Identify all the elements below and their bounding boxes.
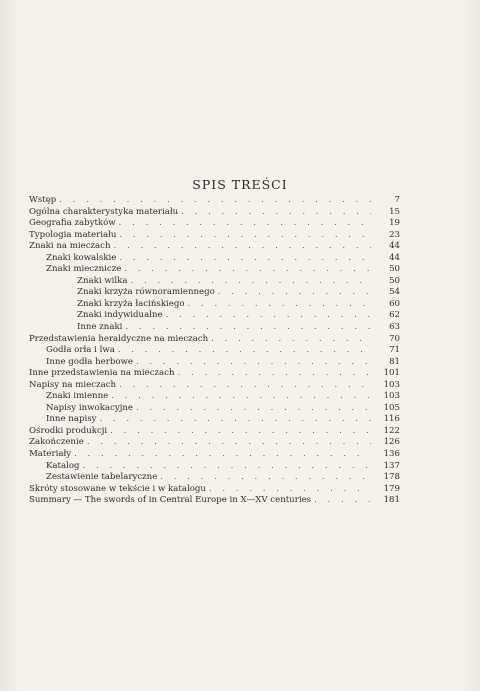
toc-entry-label: Materiały — [29, 449, 72, 460]
toc-entry-label: Przedstawienia heraldyczne na mieczach — [29, 333, 209, 344]
dot-leader — [119, 230, 371, 242]
toc-entry-label: Wstęp — [29, 195, 57, 205]
toc-entry-label: Summary — The swords of in Central Europe in X—XV centuries — [29, 495, 312, 506]
toc-entry-page: 136 — [383, 449, 400, 460]
toc-entry-page: 101 — [383, 368, 400, 379]
toc-entry-label: Inne napisy — [46, 414, 97, 425]
toc-entry-label: Zestawienie tabelaryczne — [46, 472, 158, 483]
dot-leader — [99, 414, 371, 426]
toc-entry-page: 103 — [383, 391, 400, 402]
toc-entry-label: Geografia zabytków — [29, 218, 116, 229]
dot-leader — [209, 484, 371, 496]
toc-entry-label: Znaki imienne — [46, 391, 109, 402]
toc-entry-page: 63 — [389, 322, 400, 333]
toc-entry-page: 103 — [383, 379, 400, 390]
dot-leader — [160, 472, 371, 484]
toc-entry — [29, 403, 400, 415]
toc-entry — [29, 299, 400, 311]
toc-entry-page: 122 — [383, 425, 400, 436]
dot-leader — [131, 276, 371, 288]
dot-leader — [178, 368, 371, 380]
toc-entry — [29, 207, 400, 219]
toc-entry-page: 62 — [389, 310, 400, 321]
dot-leader — [87, 437, 371, 449]
dot-leader — [119, 218, 371, 230]
toc-entry-label: Typologia materiału — [29, 229, 117, 240]
toc-entry — [29, 218, 400, 230]
toc-entry — [29, 357, 400, 369]
dot-leader — [119, 380, 371, 392]
toc-entry-label: Inne znaki — [77, 322, 123, 333]
toc-entry-page: 44 — [389, 241, 400, 252]
toc-entry-label: Ośrodki produkcji — [29, 425, 108, 436]
toc-entry-label: Znaki krzyża łacińskiego — [77, 298, 185, 309]
toc-entry-label: Znaki na mieczach — [29, 241, 111, 252]
dot-leader — [118, 345, 371, 357]
toc-entry-page: 70 — [389, 333, 400, 344]
toc-entry — [29, 287, 400, 299]
dot-leader — [125, 322, 371, 334]
toc-entry-page: 50 — [389, 264, 400, 275]
toc-entry — [29, 264, 400, 276]
page-title: SPIS TREŚCI — [192, 177, 288, 192]
toc-entry-page: 19 — [389, 218, 400, 229]
toc-entry-label: Inne przedstawienia na mieczach — [29, 368, 175, 379]
dot-leader — [114, 241, 371, 253]
toc-entry-page: 178 — [383, 472, 400, 483]
toc-entry-page: 71 — [389, 345, 400, 356]
toc-entry-page: 137 — [383, 460, 400, 471]
dot-leader — [136, 403, 371, 415]
toc-entry — [29, 368, 400, 380]
dot-leader — [111, 391, 371, 403]
toc-entry-page: 181 — [383, 495, 400, 506]
toc-entry — [29, 495, 400, 507]
toc-entry-page: 7 — [394, 195, 400, 205]
toc-entry-label: Skróty stosowane w tekście i w katalogu — [29, 483, 206, 494]
toc-entry — [29, 310, 400, 322]
toc-entry — [29, 334, 400, 346]
toc-entry-label: Napisy na mieczach — [29, 379, 117, 390]
toc-entry — [29, 230, 400, 242]
toc-entry-label: Napisy inwokacyjne — [46, 402, 133, 413]
table-of-contents — [29, 195, 400, 507]
toc-entry-page: 23 — [389, 229, 400, 240]
toc-entry — [29, 322, 400, 334]
dot-leader — [110, 426, 371, 438]
toc-entry — [29, 414, 400, 426]
toc-entry-page: 179 — [383, 483, 400, 494]
toc-entry-label: Zakończenie — [29, 437, 84, 448]
toc-entry — [29, 484, 400, 496]
toc-entry-label: Ogólna charakterystyka materiału — [29, 206, 179, 217]
toc-entry-page: 116 — [383, 414, 400, 425]
toc-entry — [29, 241, 400, 253]
toc-entry — [29, 426, 400, 438]
toc-entry — [29, 461, 400, 473]
toc-entry — [29, 345, 400, 357]
dot-leader — [166, 310, 371, 322]
toc-entry-page: 50 — [389, 275, 400, 286]
toc-entry — [29, 391, 400, 403]
toc-entry — [29, 253, 400, 265]
dot-leader — [211, 334, 371, 346]
toc-entry-label: Godła orła i lwa — [46, 345, 115, 356]
toc-entry-page: 60 — [389, 298, 400, 309]
toc-entry-label: Znaki krzyża równoramiennego — [77, 287, 215, 298]
toc-entry — [29, 472, 400, 484]
toc-entry-page: 81 — [389, 356, 400, 367]
toc-entry — [29, 276, 400, 288]
dot-leader — [218, 287, 371, 299]
dot-leader — [119, 253, 371, 265]
toc-entry-page: 44 — [389, 252, 400, 263]
toc-entry-label: Inne godła herbowe — [46, 356, 133, 367]
toc-entry — [29, 449, 400, 461]
dot-leader — [188, 299, 371, 311]
toc-entry — [29, 195, 400, 207]
dot-leader — [74, 449, 371, 461]
toc-entry-label: Znaki wilka — [77, 275, 128, 286]
toc-entry-page: 126 — [383, 437, 400, 448]
dot-leader — [124, 264, 371, 276]
dot-leader — [59, 195, 371, 207]
toc-entry-page: 54 — [389, 287, 400, 298]
toc-entry — [29, 437, 400, 449]
dot-leader — [83, 461, 371, 473]
dot-leader — [314, 495, 371, 507]
toc-entry-page: 105 — [383, 402, 400, 413]
toc-entry-label: Katalog — [46, 460, 80, 471]
toc-entry — [29, 380, 400, 392]
dot-leader — [181, 207, 371, 219]
dot-leader — [136, 357, 371, 369]
toc-entry-page: 15 — [389, 206, 400, 217]
toc-entry-label: Znaki indywidualne — [77, 310, 163, 321]
toc-entry-label: Znaki kowalskie — [46, 252, 117, 263]
toc-entry-label: Znaki miecznicze — [46, 264, 122, 275]
